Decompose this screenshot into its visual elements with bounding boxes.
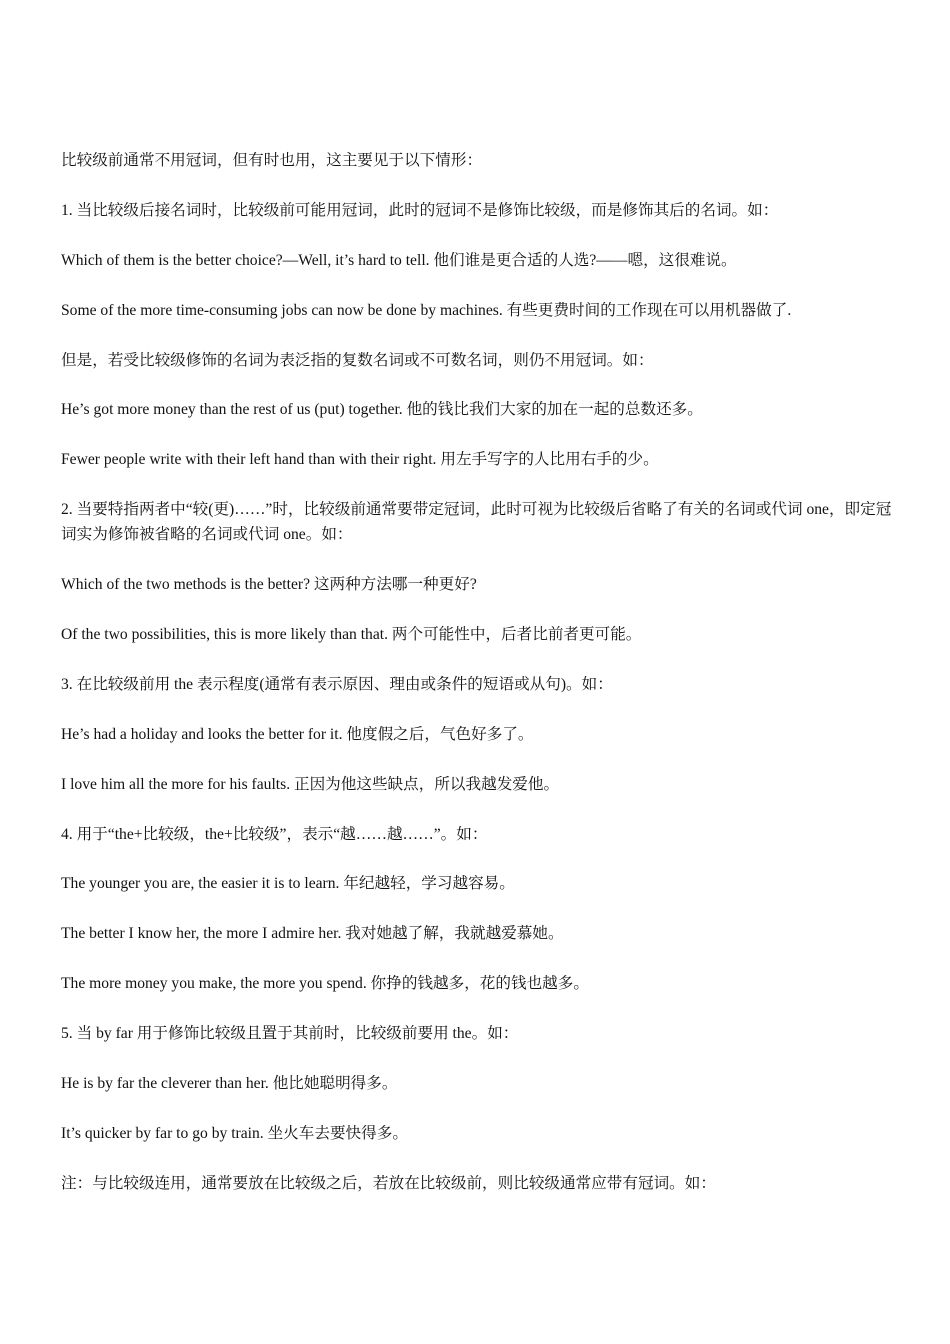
- example-sentence: It’s quicker by far to go by train. 坐火车去要快得多。: [61, 1124, 408, 1142]
- example-sentence: Which of them is the better choice?—Well, it’s hard to tell. 他们谁是更合适的人选?——嗯，这很难说。: [61, 251, 737, 269]
- example-sentence: He’s got more money than the rest of us (put) together. 他的钱比我们大家的加在一起的总数还多。: [61, 401, 703, 419]
- example-sentence: Of the two possibilities, this is more likely than that. 两个可能性中，后者比前者更可能。: [61, 626, 642, 644]
- example-sentence: The more money you make, the more you spend. 你挣的钱越多，花的钱也越多。: [61, 975, 589, 993]
- rule-1-exception: 但是，若受比较级修饰的名词为表泛指的复数名词或不可数名词，则仍不用冠词。如：: [61, 351, 654, 369]
- example-sentence: He is by far the cleverer than her. 他比她聪明得多。: [61, 1075, 398, 1093]
- rule-2-heading: 2. 当要特指两者中“较(更)……”时，比较级前通常要带定冠词，此时可视为比较级后省略了有关的名词或代词 one，即定冠词实为修饰被省略的名词或代词 one。如：: [61, 501, 892, 544]
- document-body: [61, 148, 903, 1221]
- rule-3-heading: 3. 在比较级前用 the 表示程度(通常有表示原因、理由或条件的短语或从句)。如：: [61, 675, 613, 693]
- example-sentence: Which of the two methods is the better? 这两种方法哪一种更好?: [61, 576, 477, 594]
- example-sentence: I love him all the more for his faults. 正因为他这些缺点，所以我越发爱他。: [61, 775, 560, 793]
- example-sentence: Fewer people write with their left hand than with their right. 用左手写字的人比用右手的少。: [61, 451, 659, 469]
- note-paragraph: 注：与比较级连用，通常要放在比较级之后，若放在比较级前，则比较级通常应带有冠词。如：: [61, 1174, 716, 1192]
- rule-1-heading: 1. 当比较级后接名词时，比较级前可能用冠词，此时的冠词不是修饰比较级，而是修饰其后的名词。如：: [61, 201, 779, 219]
- intro-paragraph: 比较级前通常不用冠词，但有时也用，这主要见于以下情形：: [61, 152, 483, 169]
- rule-5-heading: 5. 当 by far 用于修饰比较级且置于其前时，比较级前要用 the。如：: [61, 1025, 519, 1043]
- example-sentence: Some of the more time-consuming jobs can now be done by machines. 有些更费时间的工作现在可以用机器做了.: [61, 301, 792, 319]
- example-sentence: He’s had a holiday and looks the better for it. 他度假之后，气色好多了。: [61, 725, 534, 743]
- example-sentence: The younger you are, the easier it is to learn. 年纪越轻，学习越容易。: [61, 875, 515, 893]
- rule-4-heading: 4. 用于“the+比较级，the+比较级”，表示“越……越……”。如：: [61, 825, 488, 843]
- example-sentence: The better I know her, the more I admire her. 我对她越了解，我就越爱慕她。: [61, 925, 564, 943]
